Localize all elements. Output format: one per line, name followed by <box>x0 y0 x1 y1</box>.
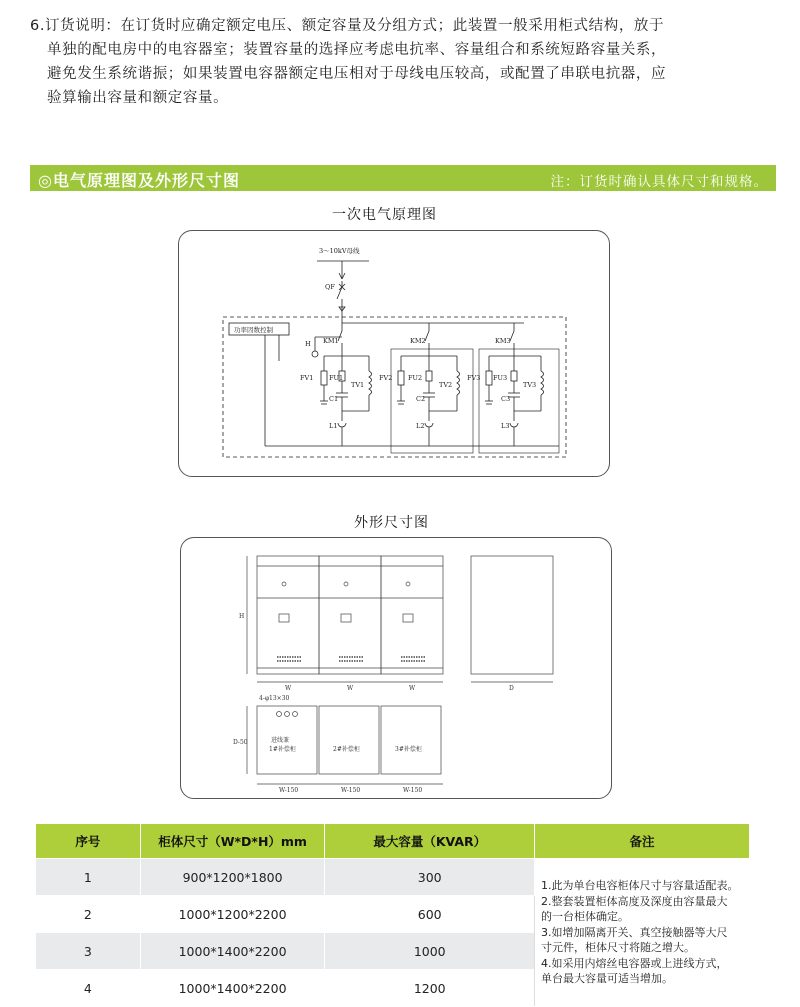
order-notes-line: 验算输出容量和额定容量。 <box>47 90 229 106</box>
control-label: 功率因数控制 <box>234 326 273 334</box>
w150-label: W-150 <box>279 787 299 794</box>
cell-no: 1 <box>36 859 141 896</box>
note-line: 1.此为单台电容柜体尺寸与容量适配表。 <box>540 879 739 893</box>
fv2-label: FV2 <box>379 374 393 382</box>
schematic-diagram <box>179 231 609 476</box>
spec-table <box>35 823 750 1007</box>
cell-capacity: 1200 <box>325 970 535 1007</box>
km3-label: KM3 <box>495 337 511 345</box>
cell-no: 3 <box>36 933 141 970</box>
c3-label: C3 <box>501 395 511 403</box>
cell-size: 900*1200*1800 <box>140 859 325 896</box>
front-view <box>257 556 443 674</box>
table-row <box>36 859 750 896</box>
fu2-label: FU2 <box>408 374 423 382</box>
table-header-row <box>36 824 750 859</box>
fv1-label: FV1 <box>300 374 314 382</box>
w-dimension-label: W <box>409 685 416 692</box>
note-line: 3.如增加隔离开关、真空接触器等大尺 <box>540 925 728 939</box>
c1-label: C1 <box>329 395 339 403</box>
cell-size: 1000*1200*2200 <box>140 896 325 933</box>
dimension-panel <box>180 537 612 799</box>
side-view <box>471 556 553 674</box>
l2-label: L2 <box>416 422 425 430</box>
holes-label: 4-φ13×30 <box>259 695 290 702</box>
w150-label: W-150 <box>403 787 423 794</box>
km1-label: KM1 <box>323 337 339 345</box>
section-title: ◎电气原理图及外形尺寸图 <box>38 171 240 190</box>
c2-label: C2 <box>416 395 426 403</box>
h-label: H <box>305 340 311 348</box>
order-notes <box>30 14 775 110</box>
cell-size: 1000*1400*2200 <box>140 933 325 970</box>
km2-label: KM2 <box>410 337 426 345</box>
base-label-incoming: 进线兼 <box>271 737 290 744</box>
note-line: 4.如采用内熔丝电容器或上进线方式， <box>540 956 728 970</box>
note-line: 的一台柜体确定。 <box>540 910 629 924</box>
cell-size: 1000*1400*2200 <box>140 970 325 1007</box>
section-note: 注：订货时确认具体尺寸和规格。 <box>550 174 768 190</box>
fu3-label: FU3 <box>493 374 508 382</box>
d-dimension-label: D <box>509 685 514 692</box>
base-label-cabinet-3: 3#补偿柜 <box>395 746 422 753</box>
note-line: 寸元件，柜体尺寸将随之增大。 <box>540 941 695 955</box>
dimension-title: 外形尺寸图 <box>354 515 429 531</box>
header-notes: 备注 <box>534 824 749 859</box>
w150-label: W-150 <box>341 787 361 794</box>
l1-label: L1 <box>329 422 338 430</box>
cell-capacity: 300 <box>325 859 535 896</box>
cell-no: 4 <box>36 970 141 1007</box>
note-line: 2.整套装置柜体高度及深度由容量最大 <box>540 894 728 908</box>
fv3-label: FV3 <box>467 374 481 382</box>
note-line: 单台最大容量可适当增加。 <box>540 972 673 986</box>
w-dimension-label: W <box>285 685 292 692</box>
tv3-label: TV3 <box>523 381 537 389</box>
base-label-cabinet-2: 2#补偿柜 <box>333 746 360 753</box>
cell-capacity: 1000 <box>325 933 535 970</box>
order-notes-line: 避免发生系统谐振；如果装置电容器额定电压相对于母线电压较高，或配置了串联电抗器，应 <box>47 66 667 82</box>
qf-breaker <box>337 287 342 299</box>
fu1-label: FU1 <box>329 374 344 382</box>
tv2-label: TV2 <box>439 381 453 389</box>
qf-label: QF <box>325 283 335 291</box>
tv1-label: TV1 <box>351 381 365 389</box>
enclosure-box <box>223 317 566 457</box>
branch-3 <box>479 323 559 453</box>
d50-label: D-50 <box>233 739 248 746</box>
bus-label: 3～10kV母线 <box>319 247 360 255</box>
order-notes-line: 单独的配电房中的电容器室；装置容量的选择应考虑电抗率、容量组合和系统短路容量关系， <box>47 42 667 58</box>
h-dimension-label: H <box>239 613 245 620</box>
dimension-drawing <box>181 538 611 798</box>
notes-cell <box>534 859 749 1007</box>
header-no: 序号 <box>36 824 141 859</box>
l3-label: L3 <box>501 422 510 430</box>
order-notes-line: 6.订货说明：在订货时应确定额定电压、额定容量及分组方式；此装置一般采用柜式结构，放于 <box>30 18 665 34</box>
header-capacity: 最大容量（KVAR） <box>325 824 535 859</box>
schematic-panel <box>178 230 610 477</box>
base-label-cabinet-1: 1#补偿柜 <box>269 746 296 753</box>
schematic-title: 一次电气原理图 <box>332 207 437 223</box>
section-banner <box>30 165 776 191</box>
louvres <box>277 657 425 661</box>
w-dimension-label: W <box>347 685 354 692</box>
cell-no: 2 <box>36 896 141 933</box>
header-size: 柜体尺寸（W*D*H）mm <box>140 824 325 859</box>
branch-2 <box>391 323 473 453</box>
cell-capacity: 600 <box>325 896 535 933</box>
